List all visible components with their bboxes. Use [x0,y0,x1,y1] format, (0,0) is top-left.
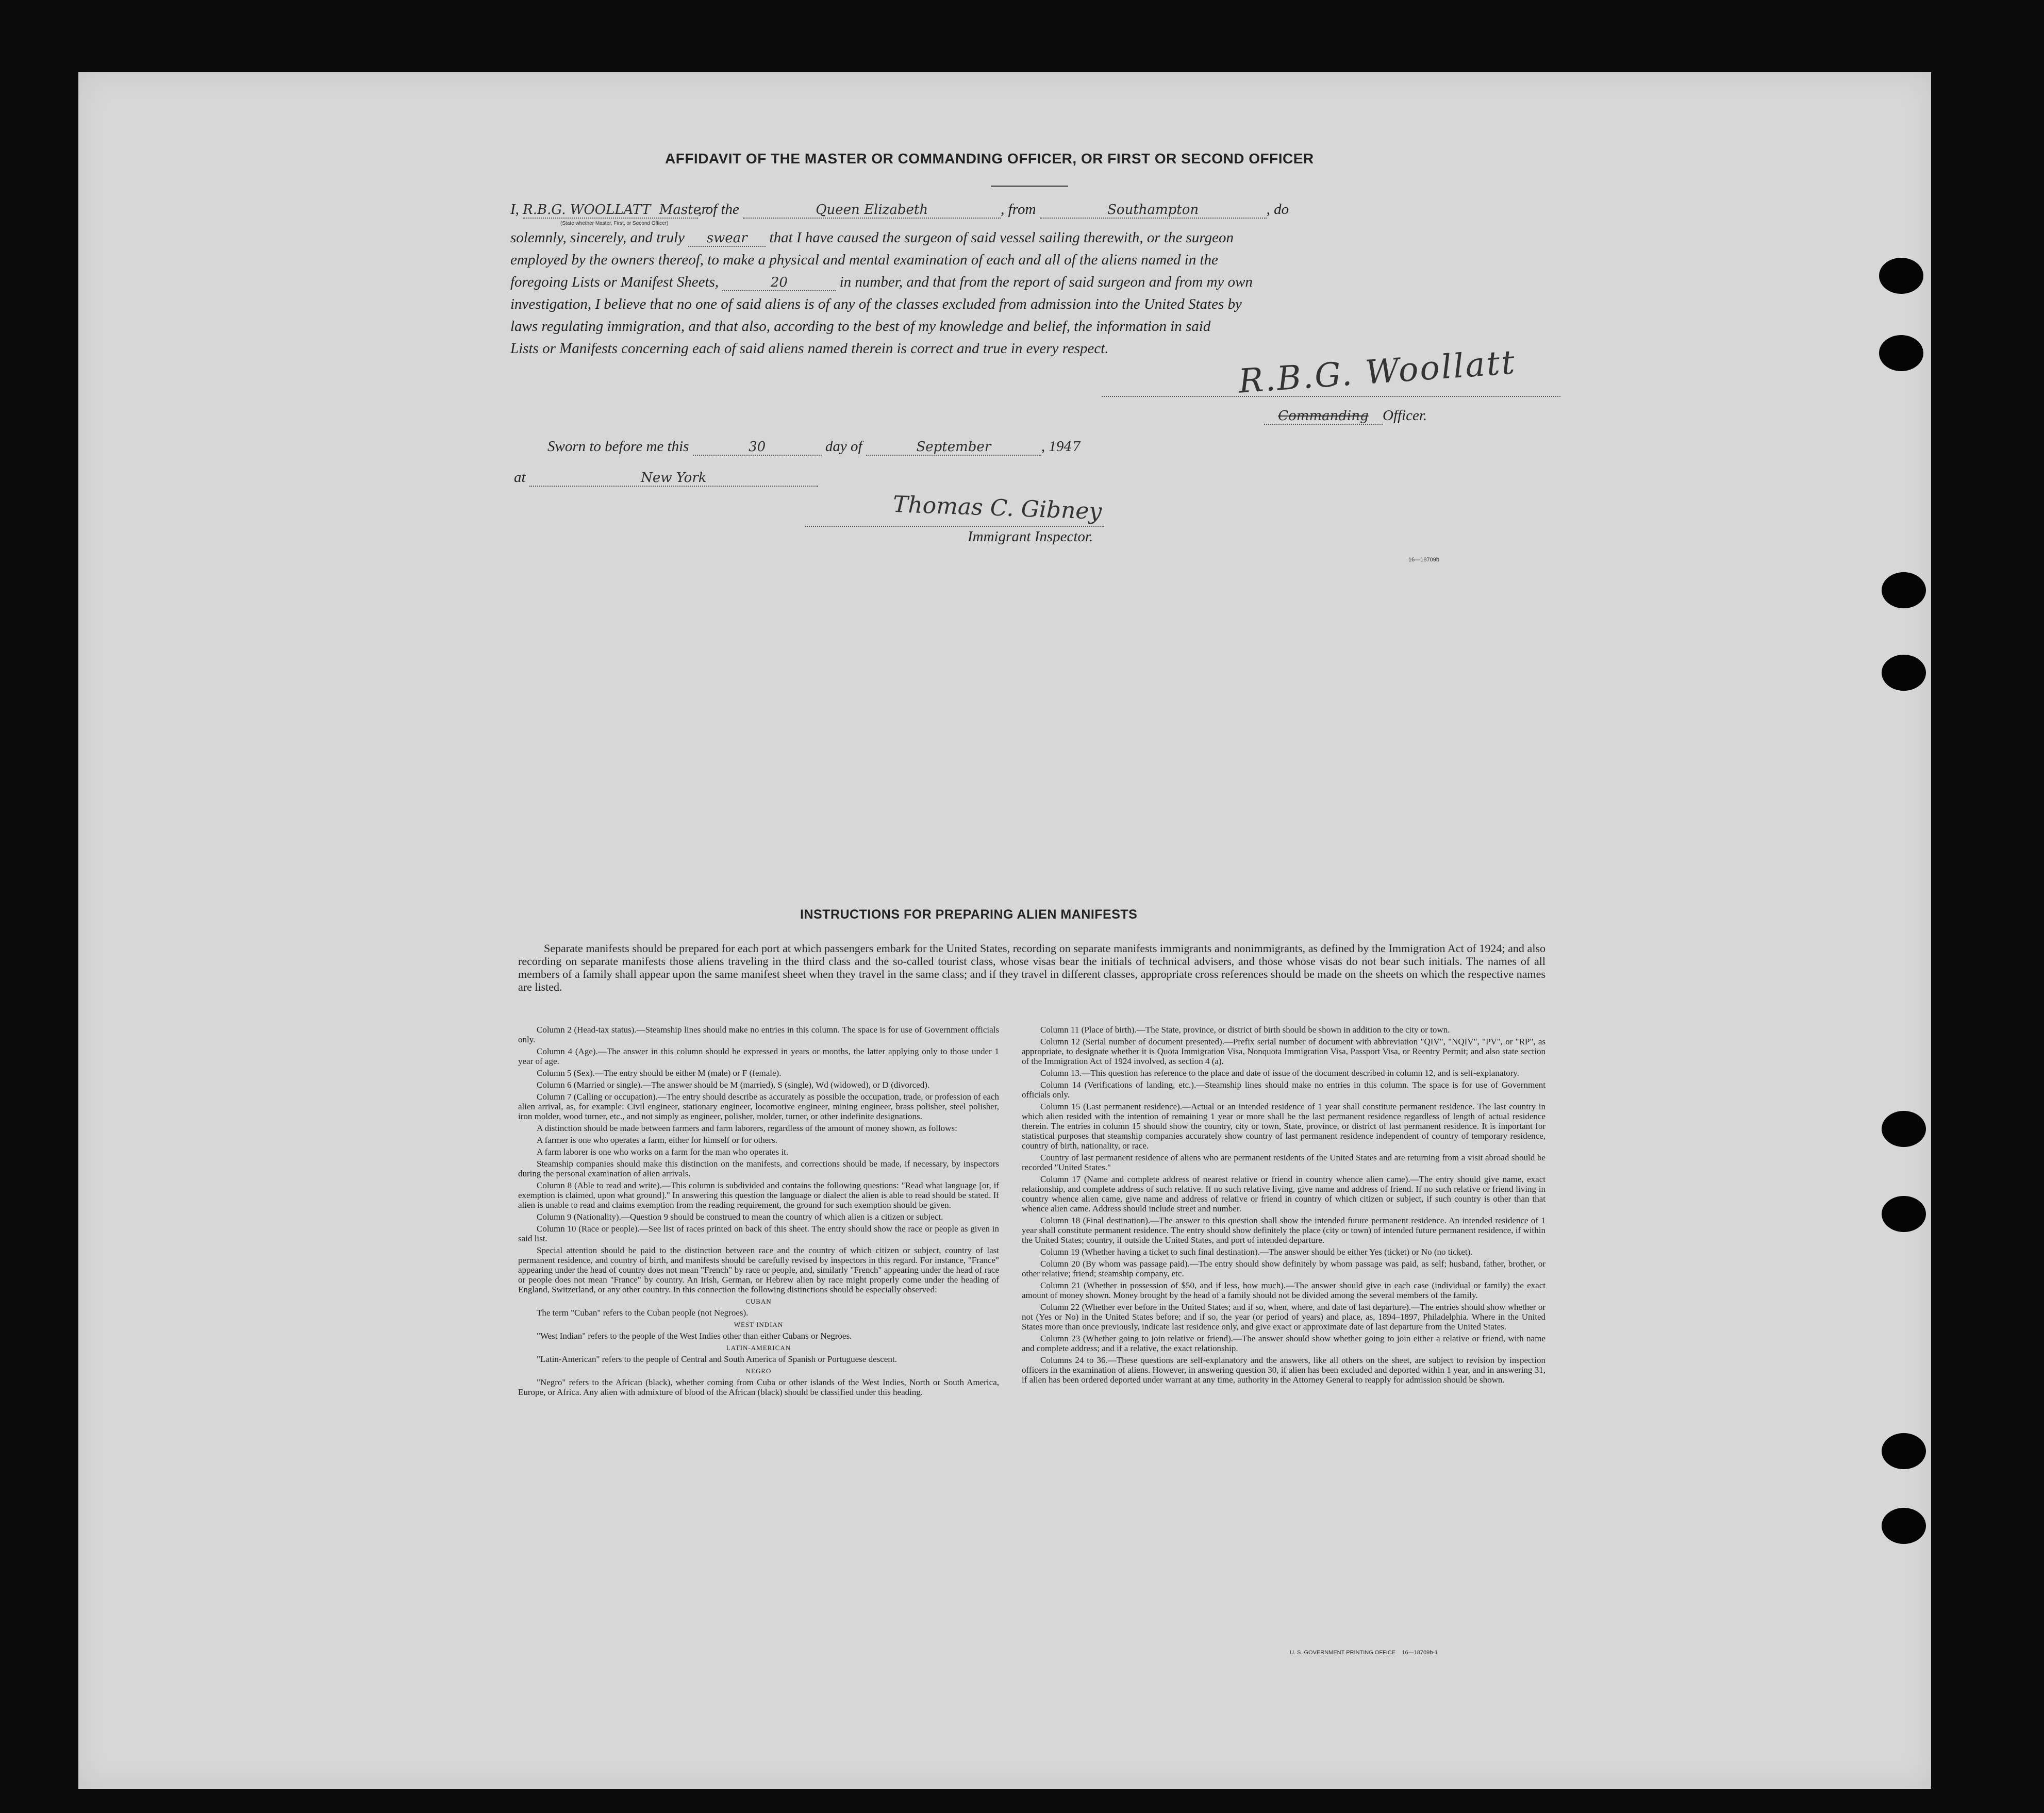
line2-post: that I have caused the surgeon of said vessel sailing therewith, or the surgeon [769,229,1234,246]
instruction-paragraph: Column 11 (Place of birth).—The State, province, or district of birth should be shown in addition to the city or town. [1040,1025,1450,1035]
instruction-paragraph: A distinction should be made between farmers and farm laborers, regardless of the amount of money shown, as follows: [537,1123,957,1133]
instruction-paragraph: Column 5 (Sex).—The entry should be either M (male) or F (female). [537,1068,782,1078]
punch-hole [1882,1508,1926,1544]
affidavit-line-7: Lists or Manifests concerning each of said aliens named therein is correct and true in every respect. [510,340,1109,357]
port-field: Southampton [1040,202,1267,219]
instruction-paragraph: "Negro" refers to the African (black), whether coming from Cuba or other islands of the West Indies, North or South America, Europe, or Africa. Any alien with admixture of blood of the African (black) should be classified under this heading. [518,1377,999,1397]
inspector-title: Immigrant Inspector. [968,528,1093,545]
affidavit-line-6: laws regulating immigration, and that also, according to the best of my knowledge and belief, the information in said [510,318,1211,335]
sheet-count-field: 20 [722,275,836,291]
instruction-paragraph: Column 10 (Race or people).—See list of races printed on back of this sheet. The entry should show the race or people as given in said list. [518,1224,999,1243]
subheading-west-indian: WEST INDIAN [734,1321,784,1328]
sworn-line [547,436,1081,458]
printer-note-text: U. S. GOVERNMENT PRINTING OFFICE [1290,1650,1396,1656]
instructions-title: INSTRUCTIONS FOR PREPARING ALIEN MANIFESTS [800,907,1138,922]
instruction-paragraph: Steamship companies should make this distinction on the manifests, and corrections should be made, if necessary, by inspectors during the personal examination of alien arrivals. [518,1159,999,1178]
officer-title-field: Commanding [1264,408,1383,425]
punch-hole [1879,258,1923,294]
instruction-paragraph: "West Indian" refers to the people of the West Indies other than either Cubans or Negroes. [537,1331,852,1341]
instruction-paragraph: Column 12 (Serial number of document presented).—Prefix serial number of document with abbreviation "QIV", "NQIV", "PV", or "RP", as appropriate, to designate whether it is Quota Immigration Visa, Nonquota Immigration Visa, Passport Visa, or Reentry Permit; and also state section of the Immigration Act of 1924 involved, as section 4 (a). [1022,1037,1546,1066]
officer-name: R.B.G. WOOLLATT [523,202,651,218]
instruction-paragraph: Column 7 (Calling or occupation).—The entry should describe as accurately as possible the occupation, trade, or profession of each alien arrival, as, for example: Civil engineer, stationary engineer, locomotive engineer, mining engineer, brass polisher, steel polisher, iron molder, wood turner, etc., and not simply as engineer, polisher, molder, turner, or other indefinite designations. [518,1092,999,1121]
punch-hole [1882,1433,1926,1469]
from-label: , from [1001,201,1036,218]
affidavit-line-2 [510,227,1234,249]
instruction-paragraph: Column 14 (Verifications of landing, etc.).—Steamship lines should make no entries in this column. The space is for use of Government officials only. [1022,1080,1546,1100]
instruction-paragraph: Special attention should be paid to the distinction between race and the country of which citizen or subject, country of last permanent residence, and country of birth, and manifests should be carefully revised by inspectors in this regard. For instance, "France" appearing under the head of country does not mean "French" by race or people, and, similarly "French" appearing under the head of race or people does not mean "France" by country. An Irish, German, or Hebrew alien by race might properly come under the heading of England, Switzerland, or any other country. In this connection the following distinctions should be especially observed: [518,1245,999,1294]
manifest-page [78,72,1931,1789]
signature-line [1102,396,1560,397]
line4-post: in number, and that from the report of said surgeon and from my own [839,274,1253,290]
instruction-paragraph: Column 13.—This question has reference to the place and date of issue of the document described in column 12, and is self-explanatory. [1040,1068,1519,1078]
affidavit-line-5: investigation, I believe that no one of said aliens is of any of the classes excluded from admission into the United States by [510,296,1242,312]
form-number-top: 16—18709b [1408,557,1439,563]
sworn-year-prefix: , 19 [1041,438,1064,455]
affidavit-line-3: employed by the owners thereof, to make a physical and mental examination of each and all of the aliens named in the [510,252,1218,268]
affidavit-line-4 [510,271,1253,293]
instruction-paragraph: Column 4 (Age).—The answer in this column should be expressed in years or months, the latter applying only to those under 1 year of age. [518,1046,999,1066]
instruction-paragraph: Column 15 (Last permanent residence).—Actual or an intended residence of 1 year shall constitute permanent residence. The last country in which alien resided with the intention of remaining 1 year or more shall be the last permanent residence regardless of length of actual residence therein. The entries in column 15 should show the country, city or town, State, province, or district of last permanent residence. It is important for statistical purposes that steamship companies accurately show country of last permanent residence independent of country of temporary residence, country of birth, nationality, or race. [1022,1102,1546,1151]
officer-rank: Master [659,202,708,218]
subheading-negro: NEGRO [745,1367,772,1375]
subheading-latin-american: LATIN-AMERICAN [726,1344,791,1352]
sworn-place-row [514,467,818,489]
sworn-at: at [514,469,526,486]
sworn-day-field: 30 [693,439,822,456]
instruction-paragraph: A farm laborer is one who works on a farm for the man who operates it. [537,1147,789,1157]
instruction-paragraph: A farmer is one who operates a farm, either for himself or for others. [537,1135,777,1145]
line4-pre: foregoing Lists or Manifest Sheets, [510,274,719,290]
punch-hole [1882,1196,1926,1232]
punch-hole [1882,572,1926,608]
inspector-signature: Thomas C. Gibney [892,491,1103,525]
of-the-label: , of the [698,201,739,218]
sworn-day-of: day of [825,438,862,455]
sworn-pre: Sworn to before me this [547,438,689,455]
do-label: , do [1266,201,1289,218]
instruction-paragraph: Column 17 (Name and complete address of nearest relative or friend in country whence alien came).—The entry should give name, exact relationship, and complete address of such relative. If no such relative living, give name and address of friend. If no such relative or friend living in country whence alien came, give name and address of relative or friend in country of which citizen or subject, if such country is other than that whence alien came. Address should include street and number. [1022,1174,1546,1213]
line2-pre: solemnly, sincerely, and truly [510,229,685,246]
master-signature: R.B.G. Woollatt [1237,343,1518,401]
instruction-paragraph: Columns 24 to 36.—These questions are self-explanatory and the answers, like all others on the sheet, are subject to revision by inspection officers in the examination of aliens. However, in answering question 30, if alien has been excluded and deported within 1 year, and in answering 31, if alien has been ordered deported under warrant at any time, authority in the Attorney General to reapply for admission should be shown. [1022,1355,1546,1385]
punch-hole [1879,335,1923,371]
oath-field: swear [688,230,766,247]
affidavit-title: AFFIDAVIT OF THE MASTER OR COMMANDING OFFICER, OR FIRST OR SECOND OFFICER [665,151,1314,167]
instruction-paragraph: "Latin-American" refers to the people of Central and South America of Spanish or Portuguese descent. [537,1354,897,1364]
instruction-paragraph: Column 8 (Able to read and write).—This column is subdivided and contains the following questions: "Read what language [or, if exemption is claimed, upon what ground]." In answering this question the language or dialect the alien is able to read should be stated. If alien is unable to read and claims exemption from the reading requirement, the ground for such exemption should be given. [518,1180,999,1210]
instruction-paragraph: Column 20 (By whom was passage paid).—The entry should show definitely by whom passage was paid, as self; husband, father, brother, or other relative; friend; steamship company, etc. [1022,1259,1546,1278]
instruction-paragraph: Country of last permanent residence of aliens who are permanent residents of the United States and are returning from a visit abroad should be recorded "United States." [1022,1153,1546,1172]
instruction-paragraph: Column 22 (Whether ever before in the United States; and if so, when, where, and date of last departure).—The entries should show whether or not (Yes or No) in the United States before; and if so, the year (or period of years) and place, as, 1894–1897, Philadelphia. Where in the United States more than once previously, indicate last residence only, and give exact or approximate date of last departure from the United States. [1022,1302,1546,1332]
affidavit-i: I, [510,201,519,218]
instruction-paragraph: The term "Cuban" refers to the Cuban people (not Negroes). [537,1308,749,1318]
instruction-paragraph: Column 2 (Head-tax status).—Steamship lines should make no entries in this column. The space is for use of Government officials only. [518,1025,999,1044]
sworn-month-field: September [866,439,1041,456]
instruction-paragraph: Column 23 (Whether going to join relative or friend).—The answer should show whether going to join either a relative or friend, with name and complete address; and if a relative, the exact relationship. [1022,1334,1546,1353]
form-number-bottom: 16—18709b-1 [1402,1650,1438,1656]
instructions-right-column [1022,1025,1546,1387]
instruction-paragraph: Column 19 (Whether having a ticket to such final destination).—The answer should be either Yes (ticket) or No (no ticket). [1040,1247,1473,1257]
instruction-paragraph: Column 21 (Whether in possession of $50, and if less, how much).—The answer should give in each case (individual or family) the exact amount of money shown. Money brought by the head of a family should not be divided among the several members of the family. [1022,1280,1546,1300]
officer-title-row [1264,405,1427,427]
officer-name-field [523,202,708,219]
punch-hole [1882,1111,1926,1147]
sworn-year: 47 [1063,439,1081,455]
printer-note [1290,1650,1438,1656]
punch-hole [1882,655,1926,691]
instructions-intro: Separate manifests should be prepared for each port at which passengers embark for the United States, recording on separate manifests immigrants and nonimmigrants, as defined by the Immigration Act of 1924; and also recording on separate manifests those aliens traveling in the third class and the so-called tourist class, whose visas bear the initials of technical advisers, and those whose visas do not bear such initials. The names of all members of a family shall appear upon the same manifest sheet when they travel in the same class; and if they travel in different classes, appropriate cross references should be made on the sheets on which the respective names are listed. [518,942,1546,993]
officer-suffix: Officer. [1383,407,1427,424]
affidavit-line-1 [510,198,1289,221]
rank-note: (State whether Master, First, or Second Officer) [560,221,669,226]
vessel-field: Queen Elizabeth [743,202,1001,219]
instruction-paragraph: Column 9 (Nationality).—Question 9 should be construed to mean the country of which alien is a citizen or subject. [537,1212,943,1222]
instruction-paragraph: Column 18 (Final destination).—The answer to this question shall show the intended future permanent residence. An intended residence of 1 year shall constitute permanent residence. The entry should show definitely the place (city or town) of intended future permanent residence, if within the United States; country, if outside the United States, and port of intended departure. [1022,1216,1546,1245]
instruction-paragraph: Column 6 (Married or single).—The answer should be M (married), S (single), Wd (widowed), or D (divorced). [537,1080,930,1090]
subheading-cuban: CUBAN [745,1298,772,1305]
sworn-place-field: New York [529,470,818,487]
title-rule [991,186,1068,187]
instructions-left-column [518,1025,999,1399]
